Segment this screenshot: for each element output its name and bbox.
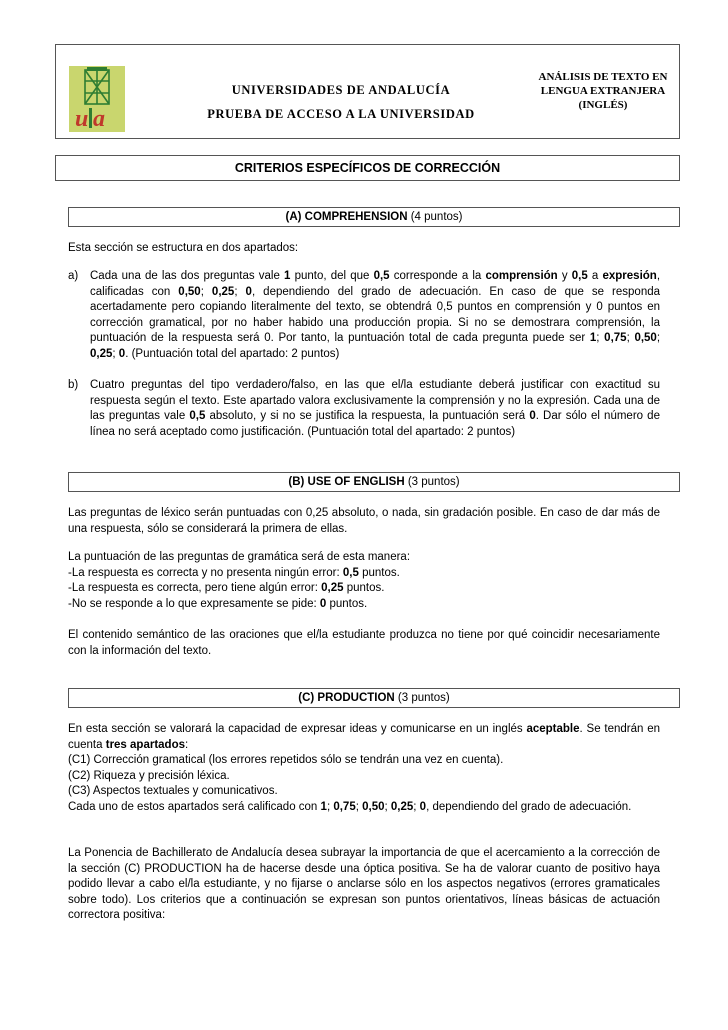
item-a-text: Cada una de las dos preguntas vale 1 punto, del que 0,5 corresponde a la comprensión y 0,5 a expresión, calificadas con 0,50; 0,25; 0, dependiendo del grado de adecuación. En caso de que se responda acertadamente pero copiando literalmente del texto, se obtendrá 0,5 puntos en comprensión y 0 puntos en corrección gramatical, por no haber habido una producción propia. Si no se demostrara comprensión, la puntuación de la respuesta será 0. Por tanto, la puntuación total de cada pregunta puede ser 1; 0,75; 0,50; 0,25; 0. (Puntuación total del apartado: 2 puntos) (90, 270, 661, 360)
university-logo (69, 66, 125, 132)
subject-line-3: (INGLÉS) (578, 99, 628, 111)
subject-title (526, 70, 680, 112)
grammar-intro: La puntuación de las preguntas de gramática será de esta manera: (68, 551, 411, 563)
section-a-intro: Esta sección se estructura en dos apartados: (68, 242, 299, 254)
criterion-c2: (C2) Riqueza y precisión léxica. (68, 769, 230, 782)
section-c-title: (C) PRODUCTION (298, 692, 395, 704)
section-b-lexis-paragraph: Las preguntas de léxico serán puntuadas con 0,25 absoluto, o nada, sin gradación posible. En caso de dar más de una respuesta, sólo se considerará la primera de ellas. (68, 507, 660, 535)
section-c-criteria-paragraph (68, 722, 660, 816)
svg-text:a: a (93, 106, 105, 132)
subject-line-2: LENGUA EXTRANJERA (540, 85, 666, 97)
logo-emblem-icon (69, 66, 125, 132)
grammar-rule-wrong: -No se responde a lo que expresamente se pide: 0 puntos. (68, 597, 368, 610)
section-c-heading (68, 688, 680, 708)
subject-line-1: ANÁLISIS DE TEXTO EN (538, 71, 668, 83)
section-b-title: (B) USE OF ENGLISH (288, 476, 405, 488)
grammar-rule-error: -La respuesta es correcta, pero tiene algún error: 0,25 puntos. (68, 582, 385, 595)
university-title: UNIVERSIDADES DE ANDALUCÍA (231, 83, 451, 97)
section-c-ponencia-paragraph: La Ponencia de Bachillerato de Andalucía desea subrayar la importancia de que el acercamiento a la corrección de la sección (C) PRODUCTION ha de hacerse desde una óptica positiva. Se ha de valorar cuanto de positivo haya podido llevar a cabo el/la estudiante, y no fijarse o anclarse sólo en los aspectos negativos (errores gramaticales sobre todo). Los criterios que a continuación se expresan son puntos orientativos, líneas básicas de actuación correctora positiva: (68, 847, 660, 922)
criterion-c3: (C3) Aspectos textuales y comunicativos. (68, 785, 278, 798)
section-a-item-a (68, 269, 660, 363)
section-b-semantics-paragraph: El contenido semántico de las oraciones que el/la estudiante produzca no tiene por qué coincidir necesariamente con la información del texto. (68, 629, 660, 657)
section-a-title: (A) COMPREHENSION (285, 211, 408, 223)
exam-header (55, 44, 680, 139)
criterion-c1: (C1) Corrección gramatical (los errores repetidos sólo se tendrán una vez en cuenta). (68, 754, 504, 767)
item-b-text: Cuatro preguntas del tipo verdadero/falso, en las que el/la estudiante deberá justificar con exactitud su respuesta según el texto. Este apartado valora exclusivamente la comprensión y no la expresión. Cada una de las preguntas vale 0,5 absoluto, y si no se justifica la respuesta, la puntuación será 0. Dar sólo el número de línea no será aceptado como justificación. (Puntuación total del apartado: 2 puntos) (90, 379, 660, 438)
section-a-points: (4 puntos) (407, 211, 463, 223)
section-b-grammar-paragraph (68, 550, 660, 612)
section-c-intro: En esta sección se valorará la capacidad de expresar ideas y comunicarse en un inglés aceptable. Se tendrán en cuenta tres apartados: (68, 723, 660, 751)
item-b-label: b) (68, 379, 79, 391)
criteria-title: CRITERIOS ESPECÍFICOS DE CORRECCIÓN (55, 155, 680, 181)
section-c-scoring: Cada uno de estos apartados será calificado con 1; 0,75; 0,50; 0,25; 0, dependiendo del grado de adecuación. (68, 800, 632, 813)
section-a-item-b (68, 378, 660, 440)
section-a-heading (68, 207, 680, 227)
grammar-rule-correct: -La respuesta es correcta y no presenta ningún error: 0,5 puntos. (68, 566, 400, 579)
exam-title: PRUEBA DE ACCESO A LA UNIVERSIDAD (207, 107, 475, 121)
section-c-points: (3 puntos) (394, 692, 450, 704)
section-b-points: (3 puntos) (404, 476, 460, 488)
svg-text:u: u (75, 106, 89, 132)
section-b-heading (68, 472, 680, 492)
item-a-label: a) (68, 270, 79, 282)
